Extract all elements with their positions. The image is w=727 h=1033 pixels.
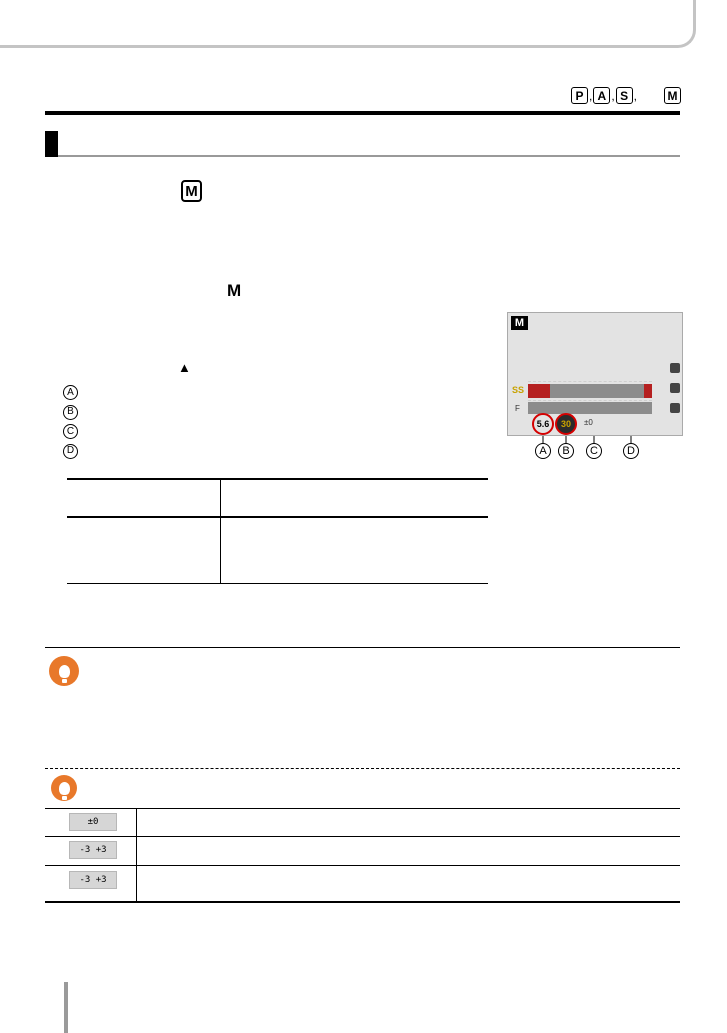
section-marker [45, 131, 58, 157]
callout-a: A [63, 385, 78, 400]
hint-divider [45, 768, 680, 769]
callout-c: C [586, 443, 602, 459]
screen-ev-readout: ±0 [584, 418, 593, 427]
callout-a: A [535, 443, 551, 459]
shutter-red-segment [644, 384, 652, 398]
mode-separator: , [588, 88, 593, 103]
screen-mode-icon: M [511, 316, 528, 330]
screen-side-icon [670, 363, 680, 373]
callout-c: C [63, 424, 78, 439]
table-rule [45, 836, 680, 837]
exposure-meter-icon: -3 +3 [69, 871, 117, 889]
table-rule [67, 478, 488, 480]
shutter-speed-bar [528, 384, 652, 398]
mode-s-icon: S [616, 87, 633, 104]
exposure-compensation-icon: ±0 [69, 813, 117, 831]
mode-m-icon: M [664, 87, 681, 104]
section-rule [58, 155, 680, 157]
exposure-meter-icon: -3 +3 [69, 841, 117, 859]
page-footer-bar [64, 982, 68, 1033]
table-divider [136, 808, 137, 903]
aperture-value-ring: 5.6 [532, 413, 554, 435]
callout-d: D [63, 444, 78, 459]
settings-table [67, 478, 488, 585]
mode-dial-m-icon: M [181, 180, 202, 202]
camera-screen [507, 312, 683, 436]
screen-side-icon [670, 383, 680, 393]
shutter-red-segment [528, 384, 550, 398]
callout-list [63, 385, 78, 463]
screen-ss-label: SS [512, 385, 525, 395]
page-header-frame [0, 0, 696, 48]
lightbulb-icon [49, 656, 79, 686]
mode-icons [571, 87, 681, 104]
screen-callouts [534, 443, 674, 463]
cursor-up-icon: ▲ [178, 360, 191, 375]
exposure-table [45, 808, 680, 903]
mode-separator: , [633, 88, 637, 103]
hint-rule [45, 647, 680, 648]
table-rule [45, 901, 680, 903]
table-rule [67, 583, 488, 584]
callout-b: B [558, 443, 574, 459]
mode-p-icon: P [571, 87, 588, 104]
lightbulb-icon [51, 775, 77, 801]
table-rule [45, 865, 680, 866]
header-rule [45, 111, 680, 115]
mode-a-icon: A [593, 87, 610, 104]
table-rule [67, 516, 488, 518]
screen-dash [528, 400, 652, 401]
callout-b: B [63, 405, 78, 420]
mode-separator: , [611, 88, 615, 103]
callout-d: D [623, 443, 639, 459]
screen-f-label: F [515, 404, 520, 413]
aperture-bar [528, 402, 652, 414]
screen-side-icon [670, 403, 680, 413]
screen-dash [528, 381, 652, 382]
mode-m-letter: M [227, 281, 242, 300]
table-rule [45, 808, 680, 809]
table-divider [220, 478, 221, 584]
shutter-value-ring: 30 [555, 413, 577, 435]
